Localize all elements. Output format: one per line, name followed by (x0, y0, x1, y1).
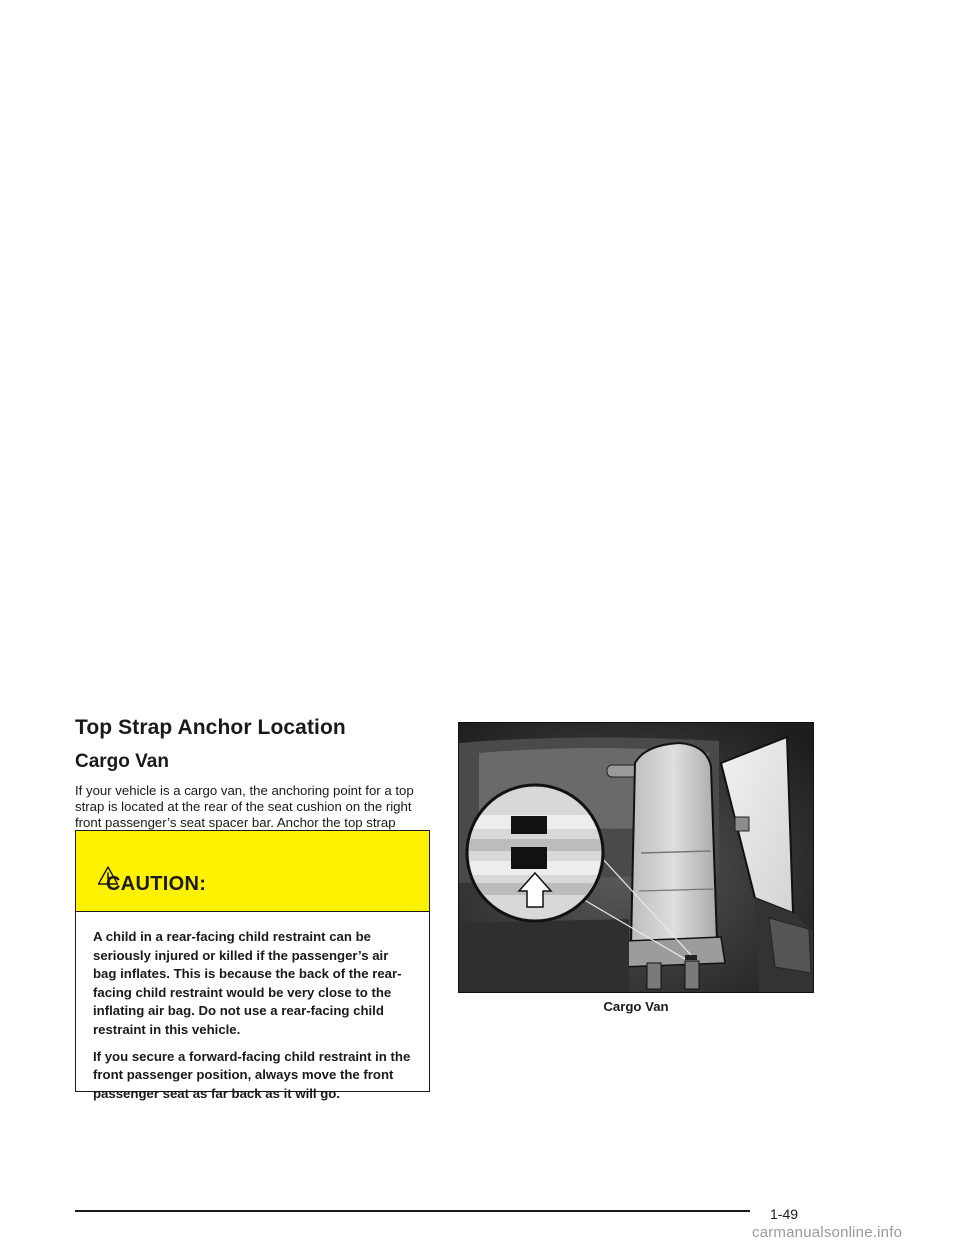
caution-label: CAUTION: (106, 873, 207, 895)
cargo-van-seat-drawing (459, 723, 814, 993)
page-number: 1-49 (770, 1206, 799, 1222)
cargo-van-illustration (458, 722, 814, 993)
caution-header (76, 831, 429, 912)
caution-body (76, 912, 429, 1103)
section-title: Top Strap Anchor Location (75, 716, 346, 739)
figure-caption: Cargo Van (603, 999, 669, 1014)
caution-paragraph: If you secure a forward-facing child restraint in the front passenger position, always move the front passenger seat as far back as it will go. (93, 1048, 411, 1101)
intro-paragraph: If your vehicle is a cargo van, the anchoring point for a top strap is located at the rear of the seat cushion on the right front passenger’s seat spacer bar. Anchor the top strap (75, 783, 414, 831)
caution-paragraph: A child in a rear-facing child restraint can be seriously injured or killed if the passenger’s air bag inflates. This is because the back of the rear-facing child restraint would be very close to the inflating air bag. Do not use a rear-facing child restraint in this vehicle. (93, 929, 402, 1037)
watermark: carmanualsonline.info (752, 1224, 903, 1241)
caution-box (75, 830, 430, 1101)
subsection-title: Cargo Van (75, 751, 169, 772)
footer-rule (75, 1210, 750, 1212)
